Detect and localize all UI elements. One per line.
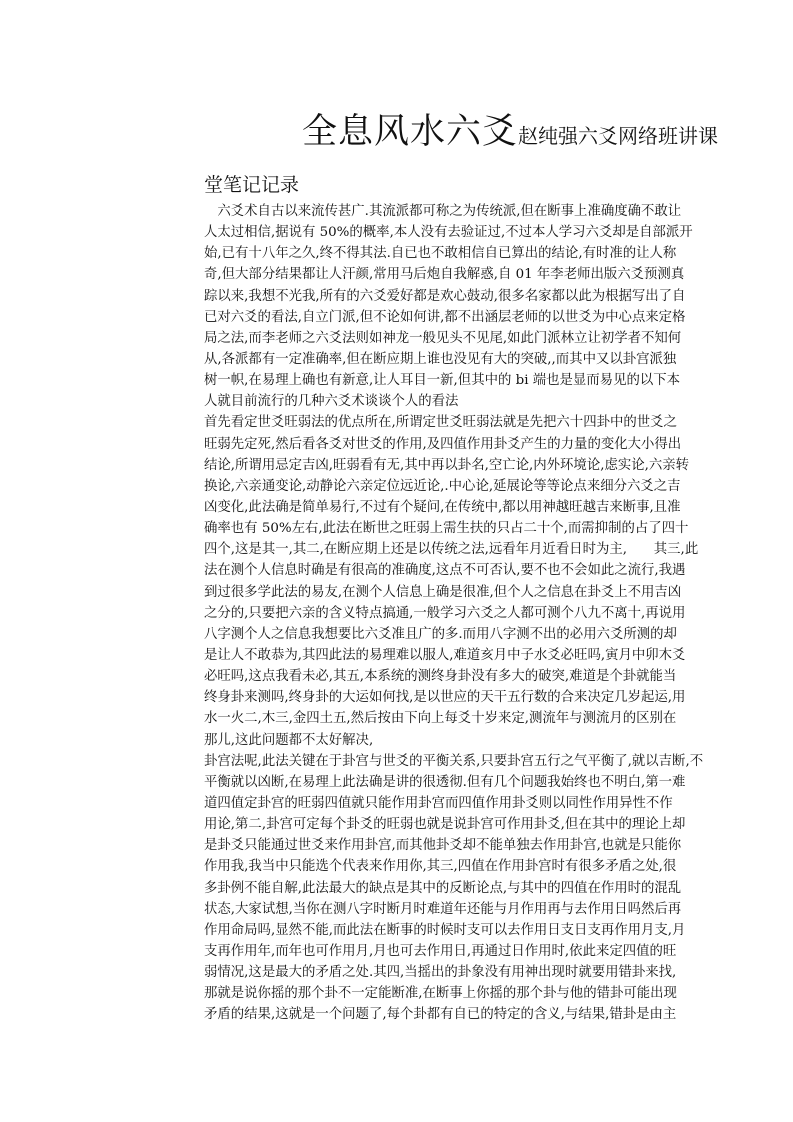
text-line: 始,已有十八年之久,终不得其法.自已也不敢相信自已算出的结论,有时准的让人称 [204, 246, 677, 262]
document-subtitle: 堂笔记记录 [204, 174, 300, 196]
text-line: 必旺吗,这点我看未必,其五,本系统的测终身卦没有多大的破突,难道是个卦就能当 [204, 669, 677, 685]
text-line: 人就目前流行的几种六爻术谈谈个人的看法 [204, 394, 459, 410]
text-line: 道四值定卦宫的旺弱四值就只能作用卦宫而四值作用卦爻则以同性作用异性不作 [204, 795, 673, 811]
text-line: 之分的,只要把六亲的含义特点搞通,一般学习六爻之人都可测个八九不离十,再说用 [204, 605, 686, 621]
text-line: 从,各派都有一定准确率,但在断应期上谁也没见有大的突破,,而其中又以卦宫派独 [204, 351, 677, 367]
text-line: 卦宫法呢,此法关键在于卦宫与世爻的平衡关系,只要卦宫五行之气平衡了,就以吉断,不 [204, 753, 704, 769]
text-line: 法在测个人信息时确是有很高的准确度,这点不可否认,要不也不会如此之流行,我遇 [204, 563, 686, 579]
text-line: 确率也有 50%左右,此法在断世之旺弱上需生扶的只占二十个,而需抑制的占了四十 [204, 521, 689, 537]
text-line: 那儿,这此问题都不太好解决, [204, 732, 374, 748]
title-suffix: 赵纯强六爻网络班讲课 [518, 124, 719, 148]
text-line: 奇,但大部分结果都让人汗颜,常用马后炮自我解惑,自 01 年李老师出版六爻预测真 [204, 267, 685, 283]
text-line: 八字测个人之信息我想要比六爻准且广的多.而用八字测不出的必用六爻所测的却 [204, 626, 677, 642]
text-line: 四个,这是其一,其二,在断应期上还是以传统之法,远看年月近看日时为主, 其三,此 [204, 542, 699, 558]
text-line: 人太过相信,据说有 50%的概率,本人没有去验证过,不过本人学习六爻却是自部派开 [204, 225, 693, 241]
text-line: 作用我,我当中只能选个代表来作用你,其三,四值在作用卦宫时有很多矛盾之处,很 [204, 859, 677, 875]
document-title [302, 104, 718, 154]
text-line: 是卦爻只能通过世爻来作用卦宫,而其他卦爻却不能单独去作用卦宫,也就是只能你 [204, 838, 682, 854]
text-line: 用论,第二,卦宫可定每个卦爻的旺弱也就是说卦宫可作用卦爻,但在其中的理论上却 [204, 817, 686, 833]
text-line: 已对六爻的看法,自立门派,但不论如何讲,都不出涵层老师的以世爻为中心点来定格 [204, 309, 686, 325]
text-line: 踪以来,我想不光我,所有的六爻爱好都是欢心鼓动,很多名家都以此为根据写出了自 [204, 288, 686, 304]
text-line: 支再作用年,而年也可作用月,月也可去作用日,再通过日作用时,依此来定四值的旺 [204, 943, 677, 959]
text-line: 状态,大家试想,当你在测八字时断月时难道年还能与月作用再与去作用日吗然后再 [204, 901, 682, 917]
text-line: 是让人不敢恭为,其四此法的易理难以服人,难道亥月中子水爻必旺吗,寅月中卯木爻 [204, 647, 686, 663]
text-line: 弱情况,这是最大的矛盾之处.其四,当摇出的卦象没有用神出现时就要用错卦来找, [204, 965, 677, 981]
text-line: 换论,六亲通变论,动静论六亲定位远近论,.中心论,延展论等等论点来细分六爻之吉 [204, 478, 681, 494]
text-line: 那就是说你摇的那个卦不一定能断准,在断事上你摇的那个卦与他的错卦可能出现 [204, 986, 677, 1002]
text-line: 矛盾的结果,这就是一个问题了,每个卦都有自已的特定的含义,与结果,错卦是由主 [204, 1007, 677, 1023]
text-line: 首先看定世爻旺弱法的优点所在,所谓定世爻旺弱法就是先把六十四卦中的世爻之 [204, 415, 677, 431]
text-line: 终身卦来测吗,终身卦的大运如何找,是以世应的天干五行数的合来决定几岁起运,用 [204, 690, 686, 706]
text-line: 多卦例不能自解,此法最大的缺点是其中的反断论点,与其中的四值在作用时的混乱 [204, 880, 682, 896]
body-text [204, 201, 724, 1025]
text-line: 局之法,而李老师之六爻法则如神龙一般见头不见尾,如此门派林立让初学者不知何 [204, 330, 682, 346]
text-line: 到过很多学此法的易友,在测个人信息上确是很准,但个人之信息在卦爻上不用吉凶 [204, 584, 682, 600]
text-line: 树一帜,在易理上确也有新意,让人耳目一新,但其中的 bi 端也是显而易见的以下本 [204, 373, 681, 389]
text-line: 平衡就以凶断,在易理上此法确是讲的很透彻.但有几个问题我始终也不明白,第一难 [204, 774, 686, 790]
title-main: 全息风水六爻 [302, 112, 519, 152]
text-line: 水一火二,木三,金四土五,然后按由下向上每爻十岁来定,测流年与测流月的区别在 [204, 711, 677, 727]
text-line: 六爻术自古以来流传甚广.其流派都可称之为传统派,但在断事上准确度确不敢让 [204, 204, 682, 219]
text-line: 结论,所谓用忌定吉凶,旺弱看有无,其中再以卦名,空亡论,内外环境论,虑实论,六亲转 [204, 457, 690, 473]
text-line: 凶变化,此法确是简单易行,不过有个疑问,在传统中,都以用神越旺越吉来断事,且准 [204, 499, 681, 515]
text-line: 作用命局吗,显然不能,而此法在断事的时候时支可以去作用日支日支再作用月支,月 [204, 922, 686, 938]
text-line: 旺弱先定死,然后看各爻对世爻的作用,及四值作用卦爻产生的力量的变化大小得出 [204, 436, 682, 452]
